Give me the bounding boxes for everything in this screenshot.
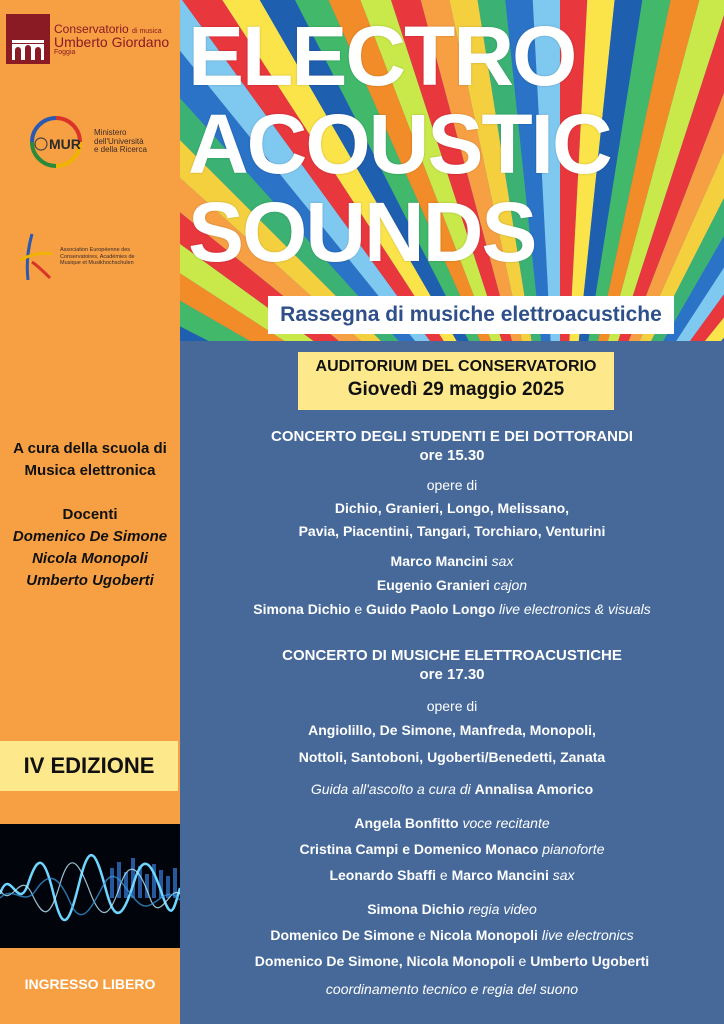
sidebar (0, 0, 180, 1024)
conservatorio-name: Umberto Giordano (54, 33, 170, 50)
concert1-performer: Marco Mancini sax (390, 553, 514, 569)
header-banner (180, 0, 724, 341)
sound-wave-icon (0, 824, 180, 948)
ingresso-libero-label: INGRESSO LIBERO (24, 976, 156, 992)
concert2-time: ore 17.30 (419, 666, 485, 683)
concert2-composers: Nottoli, Santoboni, Ugoberti/Benedetti, Zanata (298, 749, 606, 765)
curatori-line1: A cura della scuola di (13, 440, 167, 457)
concert2-performer: Domenico De Simone e Nicola Monopoli live electronics (270, 927, 634, 943)
concert2-composers: Angiolillo, De Simone, Manfreda, Monopoli, (308, 722, 596, 738)
mur-acronym: MUR (49, 136, 81, 152)
concert1-performer: Eugenio Granieri cajon (376, 577, 528, 593)
title-line-sounds: SOUNDS (188, 185, 536, 279)
mur-line2: dell'Università (94, 136, 144, 146)
concert1-performer: Simona Dichio e Guido Paolo Longo live electronics & visuals (253, 601, 651, 617)
concert2-performer: Domenico De Simone, Nicola Monopoli e Umberto Ugoberti (254, 953, 650, 969)
concert2-coordinamento: coordinamento tecnico e regia del suono (325, 981, 579, 997)
concert2-performer: Simona Dichio regia video (367, 901, 537, 917)
concert1-composers: Dichio, Granieri, Longo, Melissano, (334, 500, 570, 516)
docenti-block (0, 504, 180, 592)
conservatorio-logo (6, 14, 169, 64)
event-date: Giovedì 29 maggio 2025 (347, 379, 565, 400)
concert2-opere-label: opere di (426, 698, 478, 714)
docenti-heading: Docenti (62, 506, 118, 523)
aec-line3: Musique et Musikhochschulen (60, 260, 134, 267)
title-line-electro: ELECTRO (188, 9, 576, 103)
concert1-opere-label: opere di (426, 477, 478, 493)
concert1-title: CONCERTO DEGLI STUDENTI E DEI DOTTORANDI (271, 428, 633, 445)
conservatorio-city: Foggia (54, 48, 76, 56)
aec-line1: Association Européenne des (60, 246, 131, 253)
edizione-badge: IV EDIZIONE (0, 741, 178, 791)
mur-ring-icon (24, 112, 88, 172)
event-subtitle: Rassegna di musiche elettroacustiche (268, 296, 674, 334)
concert2-guida: Guida all'ascolto a cura di Annalisa Amorico (310, 781, 594, 797)
concert2-performer: Cristina Campi e Domenico Monaco pianoforte (299, 841, 605, 857)
concert2-performer: Angela Bonfitto voce recitante (354, 815, 550, 831)
docente-name: Umberto Ugoberti (26, 572, 154, 589)
mur-line1: Ministero (94, 127, 127, 137)
program-section (180, 341, 724, 1024)
aec-line2: Conservatoires, Académies de (60, 253, 135, 260)
concert1-time: ore 15.30 (419, 447, 485, 464)
concert2-performer: Leonardo Sbaffi e Marco Mancini sax (329, 867, 575, 883)
aec-logo (18, 232, 160, 282)
conservatorio-line1: Conservatorio (54, 21, 129, 36)
event-title (188, 9, 611, 279)
venue-box (298, 352, 614, 410)
conservatorio-line1-small: di musica (132, 27, 162, 35)
docente-name: Nicola Monopoli (32, 550, 148, 567)
conservatorio-emblem-icon (6, 14, 50, 64)
concert2-title: CONCERTO DI MUSICHE ELETTROACUSTICHE (282, 647, 622, 664)
mur-logo (24, 112, 147, 172)
mur-line3: e della Ricerca (94, 145, 147, 155)
aec-symbol-icon (18, 232, 54, 282)
sound-wave-image (0, 824, 180, 948)
curatori-line2: Musica elettronica (24, 462, 156, 479)
concert1-composers: Pavia, Piacentini, Tangari, Torchiaro, Venturini (298, 523, 606, 539)
venue-name: AUDITORIUM DEL CONSERVATORIO (315, 358, 597, 375)
title-line-acoustic: ACOUSTIC (188, 97, 611, 191)
docente-name: Domenico De Simone (12, 528, 168, 545)
curatori-block (0, 438, 180, 482)
